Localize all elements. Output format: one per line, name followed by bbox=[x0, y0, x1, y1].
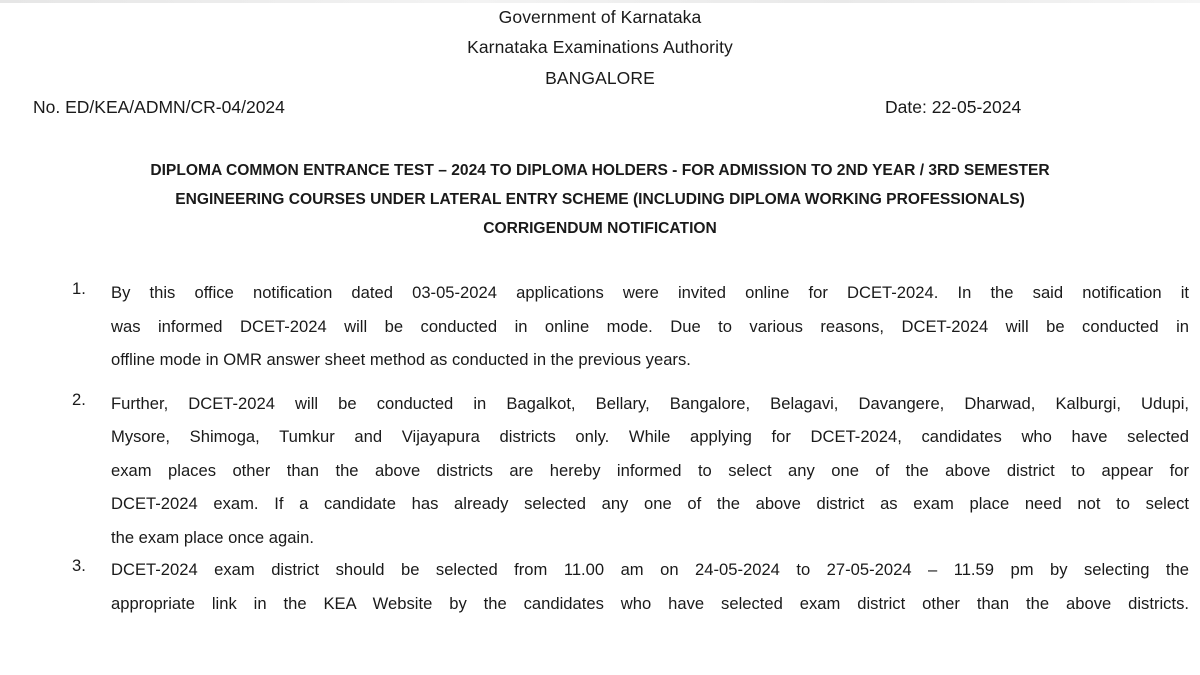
item-line: DCET-2024 exam. If a candidate has already selected any one of the above district as exam place need not to select bbox=[111, 494, 1189, 513]
item-line: Mysore, Shimoga, Tumkur and Vijayapura districts only. While applying for DCET-2024, candidates who have selected bbox=[111, 427, 1189, 446]
header-government: Government of Karnataka bbox=[498, 7, 702, 27]
list-item bbox=[0, 556, 1200, 623]
item-line: appropriate link in the KEA Website by the candidates who have selected exam district other than the above districts. bbox=[111, 593, 1189, 613]
item-number: 2. bbox=[72, 389, 86, 409]
item-line: DCET-2024 exam district should be selected from 11.00 am on 24-05-2024 to 27-05-2024 – 11.59 pm by selecting the bbox=[111, 560, 1189, 579]
item-line: exam places other than the above districts are hereby informed to select any one of the above district to appear for bbox=[111, 460, 1189, 480]
item-number: 1. bbox=[72, 279, 86, 298]
item-line: Further, DCET-2024 will be conducted in Bagalkot, Bellary, Bangalore, Belagavi, Davangere, Dharwad, Kalburgi, Udupi, bbox=[111, 393, 1189, 413]
reference-date: Date: 22-05-2024 bbox=[885, 97, 1022, 117]
list-item bbox=[0, 279, 1200, 380]
header-city: BANGALORE bbox=[545, 68, 655, 88]
numbered-items bbox=[0, 279, 1200, 614]
title-line-3: CORRIGENDUM NOTIFICATION bbox=[483, 220, 717, 237]
list-item bbox=[0, 390, 1200, 558]
item-number: 3. bbox=[72, 556, 86, 575]
header-authority: Karnataka Examinations Authority bbox=[467, 37, 733, 57]
title-line-2: ENGINEERING COURSES UNDER LATERAL ENTRY SCHEME (INCLUDING DIPLOMA WORKING PROFESSIONALS) bbox=[175, 191, 1025, 208]
item-line: offline mode in OMR answer sheet method as conducted in the previous years. bbox=[111, 350, 691, 369]
reference-row bbox=[0, 97, 1200, 121]
item-line: was informed DCET-2024 will be conducted in online mode. Due to various reasons, DCET-2024 will be conducted in bbox=[111, 316, 1189, 336]
reference-number: No. ED/KEA/ADMN/CR-04/2024 bbox=[33, 97, 285, 117]
notification-title bbox=[20, 156, 1180, 243]
item-line: the exam place once again. bbox=[111, 527, 314, 547]
title-line-1: DIPLOMA COMMON ENTRANCE TEST – 2024 TO DIPLOMA HOLDERS - FOR ADMISSION TO 2ND YEAR / 3RD SEMESTER bbox=[150, 162, 1050, 179]
item-line: By this office notification dated 03-05-2024 applications were invited online for DCET-2024. In the said notification it bbox=[111, 283, 1189, 302]
scan-edge bbox=[0, 0, 1200, 3]
